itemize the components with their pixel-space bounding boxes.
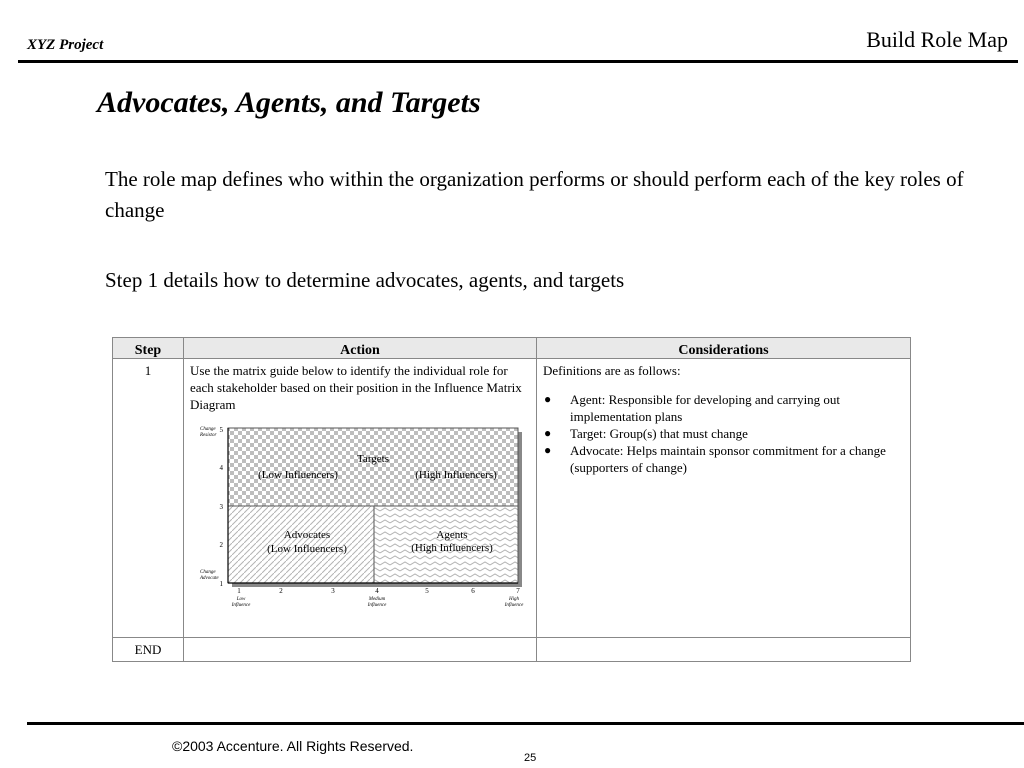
bullet-icon: ● [544, 392, 552, 406]
targets-high-label: (High Influencers) [415, 469, 497, 481]
y-bottom-label: Advocate [200, 576, 219, 581]
definition-advocate: Advocate: Helps maintain sponsor commitment for a change (supporters of change) [570, 443, 886, 475]
steps-table [112, 337, 911, 662]
y-top-label: Change [200, 427, 216, 432]
y-tick-label: 4 [219, 464, 223, 472]
project-name: XYZ Project [27, 37, 104, 53]
x-low-label: Low [236, 597, 246, 602]
y-tick-label: 3 [219, 503, 223, 511]
table-header-row [113, 338, 911, 359]
x-tick-label: 3 [331, 587, 335, 595]
x-tick-label: 2 [279, 587, 283, 595]
x-tick-label: 1 [237, 587, 241, 595]
intro-paragraph: The role map defines who within the organization performs or should perform each of the key roles of change [105, 167, 964, 222]
x-high-label: High [509, 597, 519, 602]
x-mid-label: Medium [368, 597, 386, 602]
column-header-step: Step [113, 338, 184, 359]
x-mid-label: Influence [367, 603, 387, 608]
action-cell [184, 638, 537, 662]
x-tick-label: 6 [471, 587, 475, 595]
considerations-intro: Definitions are as follows: [543, 363, 681, 378]
targets-low-label: (Low Influencers) [258, 469, 338, 481]
table-row [113, 359, 911, 638]
step-intro-paragraph: Step 1 details how to determine advocates, agents, and targets [105, 268, 625, 292]
x-tick-label: 7 [516, 587, 520, 595]
targets-label: Targets [356, 453, 390, 465]
table-row [113, 638, 911, 662]
y-tick-label: 5 [219, 426, 223, 434]
action-cell [184, 359, 537, 638]
list-item [544, 391, 904, 425]
list-item [544, 425, 904, 442]
list-item [544, 442, 904, 476]
column-header-considerations: Considerations [537, 338, 911, 359]
x-tick-label: 5 [425, 587, 429, 595]
footer-divider [27, 722, 1024, 725]
bullet-icon: ● [544, 443, 552, 457]
agents-sub-label: (High Influencers) [411, 542, 493, 554]
page-number: 25 [524, 752, 537, 764]
definitions-list [543, 391, 904, 476]
advocates-sub-label: (Low Influencers) [267, 543, 347, 555]
header-divider [18, 60, 1018, 63]
definition-agent: Agent: Responsible for developing and carrying out implementation plans [570, 392, 841, 424]
x-low-label: Influence [231, 603, 251, 608]
action-text: Use the matrix guide below to identify the individual role for each stakeholder based on their position in the Influence Matrix Diagram [190, 363, 522, 412]
bullet-icon: ● [544, 426, 552, 440]
y-tick-label: 1 [219, 580, 223, 588]
column-header-action: Action [184, 338, 537, 359]
copyright-notice: ©2003 Accenture. All Rights Reserved. [172, 738, 414, 754]
agents-label: Agents [436, 529, 468, 541]
y-bottom-label: Change [200, 570, 216, 575]
y-tick-label: 2 [219, 541, 223, 549]
targets-zone [228, 428, 518, 506]
influence-matrix-diagram [190, 423, 530, 613]
y-top-label: Resistor [200, 433, 217, 438]
step-cell: 1 [113, 359, 184, 638]
section-title: Build Role Map [866, 27, 1008, 52]
step-cell: END [113, 638, 184, 662]
x-tick-label: 4 [375, 587, 379, 595]
considerations-cell [537, 359, 911, 638]
definition-target: Target: Group(s) that must change [570, 426, 748, 441]
x-high-label: Influence [504, 603, 524, 608]
considerations-cell [537, 638, 911, 662]
advocates-label: Advocates [283, 529, 331, 541]
page-title: Advocates, Agents, and Targets [97, 86, 481, 119]
